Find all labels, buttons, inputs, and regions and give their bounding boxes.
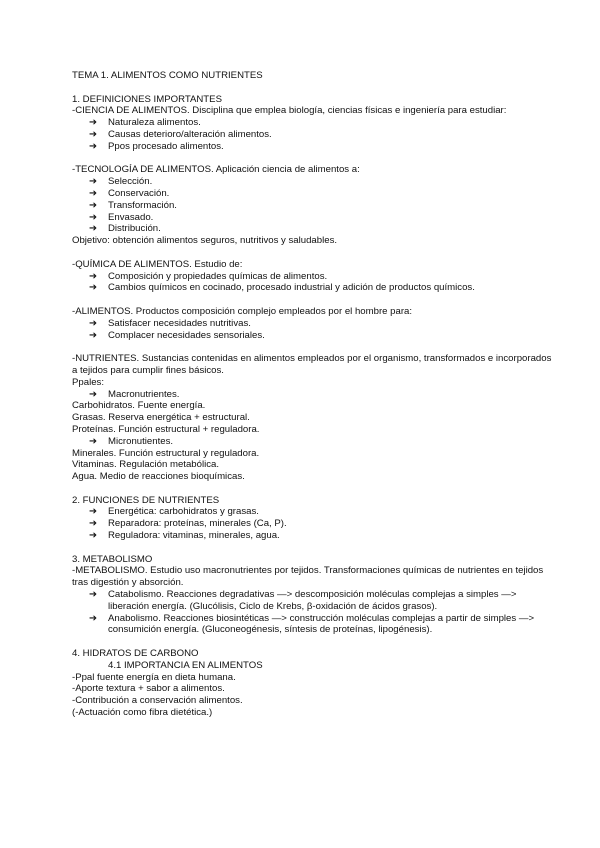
quimica-intro: -QUÍMICA DE ALIMENTOS. Estudio de: bbox=[72, 258, 243, 270]
document-content bbox=[72, 70, 552, 719]
arrow-icon: ➔ bbox=[89, 589, 98, 601]
list-item: ➔ Energética: carbohidratos y grasas. bbox=[89, 506, 259, 518]
list-item: ➔ Catabolismo. Reacciones degradativas —> descomposición moléculas complejas a simples —> bbox=[89, 589, 517, 601]
section-4-1-heading: 4.1 IMPORTANCIA EN ALIMENTOS bbox=[108, 659, 263, 671]
ciencia-intro: -CIENCIA DE ALIMENTOS. Disciplina que emplea biología, ciencias físicas e ingeniería para estudiar: bbox=[72, 105, 507, 117]
nutrientes-ppales: Ppales: bbox=[72, 376, 104, 388]
list-item: ➔ Envasado. bbox=[89, 211, 154, 223]
section-2-heading: 2. FUNCIONES DE NUTRIENTES bbox=[72, 494, 220, 506]
alimentos-intro: -ALIMENTOS. Productos composición complejo empleados por el hombre para: bbox=[72, 305, 413, 317]
list-item: ➔ Anabolismo. Reacciones biosintéticas —> construcción moléculas complejas a partir de simples —> bbox=[89, 612, 535, 624]
section-4-heading: 4. HIDRATOS DE CARBONO bbox=[72, 648, 199, 660]
arrow-icon: ➔ bbox=[89, 612, 98, 624]
section-3-heading: 3. METABOLISMO bbox=[72, 553, 153, 565]
arrow-icon: ➔ bbox=[89, 199, 98, 211]
list-item: ➔ Complacer necesidades sensoriales. bbox=[89, 329, 265, 341]
list-item: ➔ Transformación. bbox=[89, 199, 177, 211]
arrow-icon: ➔ bbox=[89, 140, 98, 152]
list-item: ➔ Cambios químicos en cocinado, procesado industrial y adición de productos químicos. bbox=[89, 282, 475, 294]
arrow-icon: ➔ bbox=[89, 329, 98, 341]
list-item: ➔ Conservación. bbox=[89, 187, 170, 199]
text-line: (-Actuación como fibra dietética.) bbox=[72, 707, 213, 719]
nutrientes-intro: -NUTRIENTES. Sustancias contenidas en alimentos empleados por el organismo, transformados e incorporados bbox=[72, 353, 552, 365]
tecnologia-intro: -TECNOLOGÍA DE ALIMENTOS. Aplicación ciencia de alimentos a: bbox=[72, 164, 360, 176]
arrow-icon: ➔ bbox=[89, 518, 98, 530]
arrow-icon: ➔ bbox=[89, 530, 98, 542]
list-item-cont: consumición energía. (Gluconeogénesis, síntesis de proteínas, lipogénesis). bbox=[108, 624, 433, 636]
arrow-icon: ➔ bbox=[89, 211, 98, 223]
metabolismo-intro-cont: tras digestión y absorción. bbox=[72, 577, 184, 589]
text-line: Proteínas. Función estructural + reguladora. bbox=[72, 423, 260, 435]
arrow-icon: ➔ bbox=[89, 176, 98, 188]
arrow-icon: ➔ bbox=[89, 388, 98, 400]
list-item: ➔ Selección. bbox=[89, 176, 153, 188]
text-line: Carbohidratos. Fuente energía. bbox=[72, 400, 206, 412]
tecnologia-objetivo: Objetivo: obtención alimentos seguros, nutritivos y saludables. bbox=[72, 235, 338, 247]
list-item: ➔ Ppos procesado alimentos. bbox=[89, 140, 224, 152]
nutrientes-intro-cont: a tejidos para cumplir fines básicos. bbox=[72, 364, 224, 376]
text-line: Minerales. Función estructural y reguladora. bbox=[72, 447, 260, 459]
list-item: ➔ Composición y propiedades químicas de alimentos. bbox=[89, 270, 328, 282]
metabolismo-intro: -METABOLISMO. Estudio uso macronutrientes por tejidos. Transformaciones químicas de nutrientes en tejidos bbox=[72, 565, 544, 577]
list-item-cont: liberación energía. (Glucólisis, Ciclo de Krebs, β-oxidación de ácidos grasos). bbox=[108, 600, 438, 612]
text-line: Grasas. Reserva energética + estructural. bbox=[72, 412, 250, 424]
list-item: ➔ Naturaleza alimentos. bbox=[89, 117, 201, 129]
arrow-icon: ➔ bbox=[89, 223, 98, 235]
text-line: Vitaminas. Regulación metabólica. bbox=[72, 459, 220, 471]
list-item: ➔ Distribución. bbox=[89, 223, 161, 235]
arrow-icon: ➔ bbox=[89, 270, 98, 282]
list-item: ➔ Reparadora: proteínas, minerales (Ca, P). bbox=[89, 518, 287, 530]
arrow-icon: ➔ bbox=[89, 317, 98, 329]
text-line: -Ppal fuente energía en dieta humana. bbox=[72, 671, 236, 683]
arrow-icon: ➔ bbox=[89, 187, 98, 199]
text-line: Agua. Medio de reacciones bioquímicas. bbox=[72, 471, 245, 483]
arrow-icon: ➔ bbox=[89, 435, 98, 447]
list-item: ➔ Satisfacer necesidades nutritivas. bbox=[89, 317, 251, 329]
list-item: ➔ Causas deterioro/alteración alimentos. bbox=[89, 128, 272, 140]
text-line: -Aporte textura + sabor a alimentos. bbox=[72, 683, 225, 695]
list-item: ➔ Micronutientes. bbox=[89, 435, 174, 447]
arrow-icon: ➔ bbox=[89, 117, 98, 129]
section-1-heading: 1. DEFINICIONES IMPORTANTES bbox=[72, 93, 222, 105]
text-line: -Contribución a conservación alimentos. bbox=[72, 695, 243, 707]
list-item: ➔ Reguladora: vitaminas, minerales, agua. bbox=[89, 530, 280, 542]
list-item: ➔ Macronutrientes. bbox=[89, 388, 180, 400]
arrow-icon: ➔ bbox=[89, 506, 98, 518]
document-title: TEMA 1. ALIMENTOS COMO NUTRIENTES bbox=[72, 70, 263, 81]
arrow-icon: ➔ bbox=[89, 282, 98, 294]
arrow-icon: ➔ bbox=[89, 128, 98, 140]
